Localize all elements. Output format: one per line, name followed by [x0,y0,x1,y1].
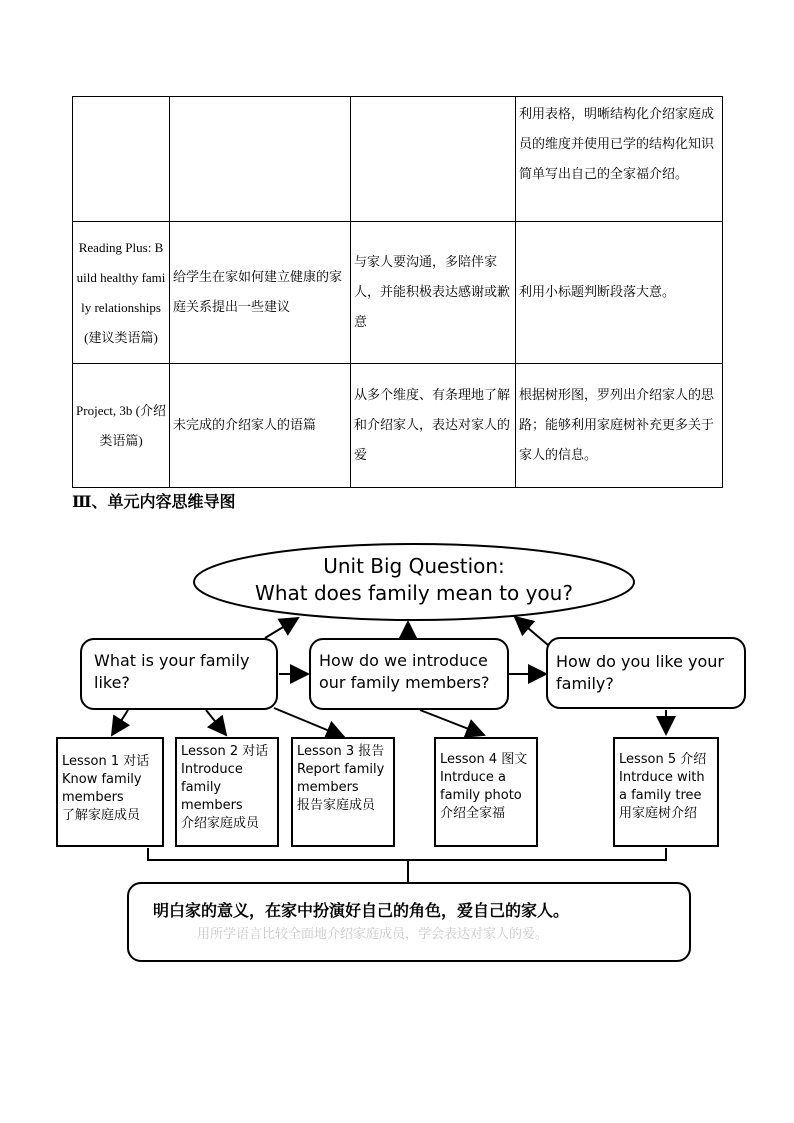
arrow-q1-to-big-question [265,618,298,638]
table-cell [351,97,516,222]
question-box-introduce-members: How do we introduce our family members? [309,638,509,710]
arrow-q2-to-lesson4 [420,710,484,735]
lesson-text: Lesson 5 介绍 Intrduce with a family tree 用家庭树介绍 [619,752,707,821]
table-cell: 与家人要沟通，多陪伴家人，并能积极表达感谢或歉意 [351,222,516,364]
question-box-family-like: What is your family like? [80,638,278,710]
table-row [73,364,723,488]
summary-sub-text: 用所学语言比较全面地介绍家庭成员，学会表达对家人的爱。 [197,927,549,942]
lesson-box-5 [613,737,719,847]
lessons-bracket [148,848,666,860]
lesson-text: Lesson 3 报告 Report family members 报告家庭成员 [297,744,385,813]
lesson-box-2 [175,737,279,847]
table-row [73,222,723,364]
table-cell: 未完成的介绍家人的语篇 [170,364,351,488]
summary-main-text: 明白家的意义，在家中扮演好自己的角色，爱自己的家人。 [153,901,570,920]
lesson-box-1 [56,737,164,847]
lesson-text: Lesson 4 图文 Intrduce a family photo 介绍全家福 [440,752,528,821]
lesson-text: Lesson 2 对话 Introduce family members 介绍家庭成员 [181,744,269,831]
arrow-q1-to-lesson2 [206,710,226,735]
lesson-text: Lesson 1 对话 Know family members 了解家庭成员 [62,754,150,823]
big-question-line2: What does family mean to you? [255,581,573,605]
table-cell: 给学生在家如何建立健康的家庭关系提出一些建议 [170,222,351,364]
arrow-q1-to-lesson1 [112,710,128,735]
table-cell: Reading Plus: Build healthy family relationships(建议类语篇) [73,222,170,364]
lesson-box-4 [434,737,538,847]
arrow-q1-to-lesson3 [274,708,344,737]
question-box-like-family: How do you like your family? [546,637,746,709]
table-cell: 从多个维度、有条理地了解和介绍家人，表达对家人的爱 [351,364,516,488]
table-row [73,97,723,222]
big-question-line1: Unit Big Question: [323,554,505,578]
summary-box [127,882,691,962]
table-cell [170,97,351,222]
arrow-q3-to-big-question [515,617,548,645]
big-question-text [192,553,636,607]
section-heading: Ⅲ、单元内容思维导图 [72,492,236,511]
table-cell [73,97,170,222]
table-cell: 利用表格，明晰结构化介绍家庭成员的维度并使用已学的结构化知识简单写出自己的全家福介绍。 [516,97,723,222]
table-cell: 利用小标题判断段落大意。 [516,222,723,364]
table-cell: 根据树形图，罗列出介绍家人的思路；能够利用家庭树补充更多关于家人的信息。 [516,364,723,488]
table-cell: Project, 3b (介绍类语篇) [73,364,170,488]
unit-lesson-table [72,96,723,488]
lesson-box-3 [291,737,395,847]
